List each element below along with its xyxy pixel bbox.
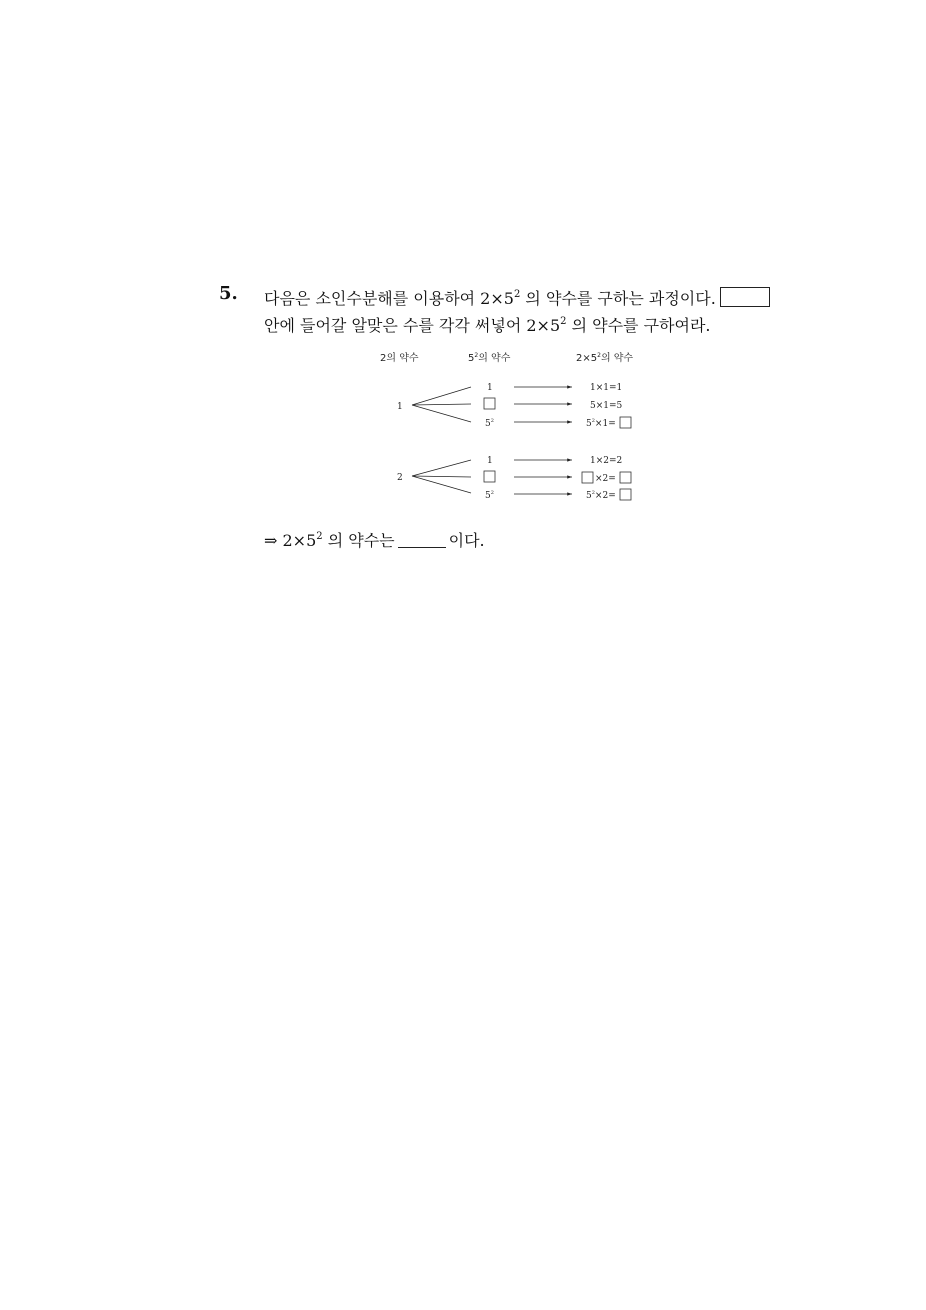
question-line-2 (264, 313, 711, 336)
answer-blank[interactable] (398, 533, 446, 548)
conclusion-suffix: 이다. (448, 531, 485, 550)
g2-result-2-blank-box (582, 472, 593, 483)
g2-branch-3: $5^2$ (485, 490, 494, 501)
g1-branch-3: $5^2$ (485, 418, 494, 429)
branch-line (412, 476, 471, 493)
conclusion-middle: 의 약수는 (322, 531, 395, 550)
root-1: 1 (397, 402, 403, 412)
g2-result-1: 1×2=2 (590, 456, 623, 466)
g2-result-3-blank-box (620, 489, 631, 500)
g1-result-blank-box (620, 417, 631, 428)
answer-box-symbol (720, 287, 770, 307)
line1-exponent: 2 (513, 289, 521, 300)
branch-line (412, 476, 471, 477)
g2-result-2: ×2= (595, 474, 616, 484)
g1-result-2: 5×1=5 (590, 401, 623, 411)
g2-result-2-answer-box (620, 472, 631, 483)
header-divisors-of-product: $2\times 5^2$의 약수 (576, 352, 634, 364)
line1-end: 의 약수를 구하는 과정이다. (520, 289, 716, 308)
g1-branch-1: 1 (487, 383, 493, 393)
g1-result-1: 1×1=1 (590, 383, 623, 393)
conclusion-line (264, 528, 485, 551)
conclusion-exponent: 2 (316, 531, 323, 542)
g1-result-3: $5^2\times 1=$ (586, 418, 616, 429)
branch-line (412, 405, 471, 422)
g1-branch-blank-box (484, 398, 495, 409)
g2-result-3: $5^2\times 2=$ (586, 490, 616, 501)
branch-line (412, 404, 471, 405)
line2-exponent: 2 (560, 316, 567, 327)
root-2: 2 (397, 473, 403, 483)
g2-branch-blank-box (484, 471, 495, 482)
question-number: 5. (219, 283, 238, 304)
g2-branch-1: 1 (487, 456, 493, 466)
question-line-1 (264, 286, 770, 309)
branch-line (412, 387, 471, 405)
line2-end: 의 약수를 구하여라. (566, 316, 711, 335)
divisor-tree-diagram (360, 346, 660, 516)
branch-line (412, 460, 471, 476)
header-divisors-of-5sq: $5^2$의 약수 (468, 352, 511, 364)
conclusion-prefix: ⇒ 2×5 (264, 531, 317, 550)
line2-text: 안에 들어갈 알맞은 수를 각각 써넣어 2×5 (264, 316, 561, 335)
line1-text: 다음은 소인수분해를 이용하여 2×5 (264, 289, 514, 308)
header-divisors-of-2: 2의 약수 (380, 353, 419, 364)
